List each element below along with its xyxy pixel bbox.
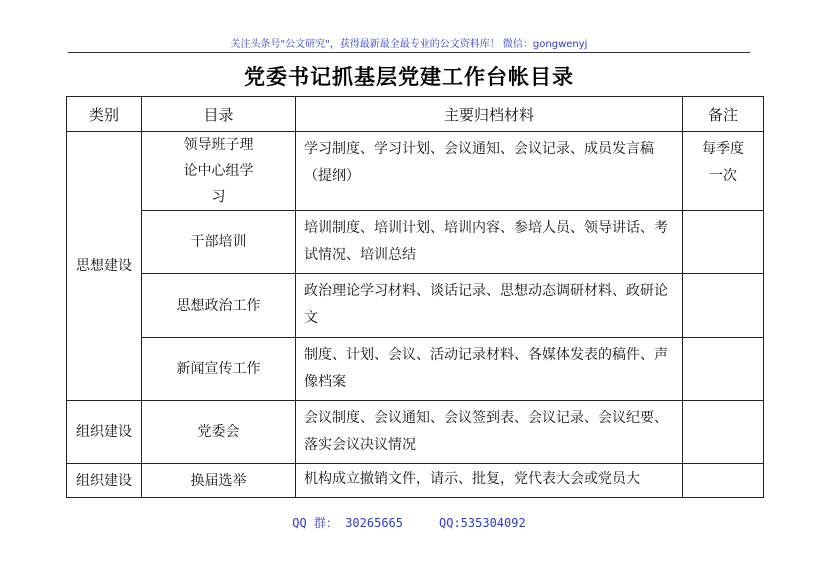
materials-cell: 培训制度、培训计划、培训内容、参培人员、领导讲话、考试情况、培训总结	[296, 211, 683, 274]
column-header-materials: 主要归档材料	[296, 97, 683, 132]
table-row	[67, 464, 764, 498]
column-header-item: 目录	[142, 97, 296, 132]
item-cell: 思想政治工作	[142, 274, 296, 338]
materials-cell: 制度、计划、会议、活动记录材料、各媒体发表的稿件、声像档案	[296, 338, 683, 401]
table-row	[67, 338, 764, 401]
table-row	[67, 274, 764, 338]
item-cell: 新闻宣传工作	[142, 338, 296, 401]
header-divider	[68, 52, 750, 53]
remark-cell	[683, 211, 764, 274]
column-header-remark: 备注	[683, 97, 764, 132]
column-header-category: 类别	[67, 97, 142, 132]
materials-cell: 会议制度、会议通知、会议签到表、会议记录、会议纪要、落实会议决议情况	[296, 401, 683, 464]
item-cell: 换届选举	[142, 464, 296, 498]
remark-cell	[683, 401, 764, 464]
table-row	[67, 211, 764, 274]
materials-cell: 学习制度、学习计划、会议通知、会议记录、成员发言稿（提纲）	[296, 132, 683, 211]
page-title: 党委书记抓基层党建工作台帐目录	[244, 65, 574, 89]
remark-cell	[683, 338, 764, 401]
item-cell: 领导班子理论中心组学习	[142, 132, 296, 211]
ledger-table	[66, 96, 764, 498]
category-cell: 组织建设	[67, 401, 142, 464]
page-header-notice: 关注头条号"公文研究"，获得最新最全最专业的公文资料库！ 微信：gongwenyj	[230, 39, 588, 50]
remark-cell: 每季度一次	[683, 132, 764, 211]
footer-qq-group: QQ 群： 30265665	[292, 516, 403, 530]
item-cell: 党委会	[142, 401, 296, 464]
category-cell: 组织建设	[67, 464, 142, 498]
item-cell: 干部培训	[142, 211, 296, 274]
remark-cell	[683, 464, 764, 498]
page-footer	[68, 514, 750, 532]
table-row	[67, 132, 764, 211]
remark-cell	[683, 274, 764, 338]
table-header-row	[67, 97, 764, 132]
materials-cell: 机构成立撤销文件，请示、批复，党代表大会或党员大	[296, 464, 683, 498]
category-cell: 思想建设	[67, 132, 142, 401]
footer-qq: QQ:535304092	[439, 516, 526, 530]
materials-cell: 政治理论学习材料、谈话记录、思想动态调研材料、政研论文	[296, 274, 683, 338]
table-row	[67, 401, 764, 464]
